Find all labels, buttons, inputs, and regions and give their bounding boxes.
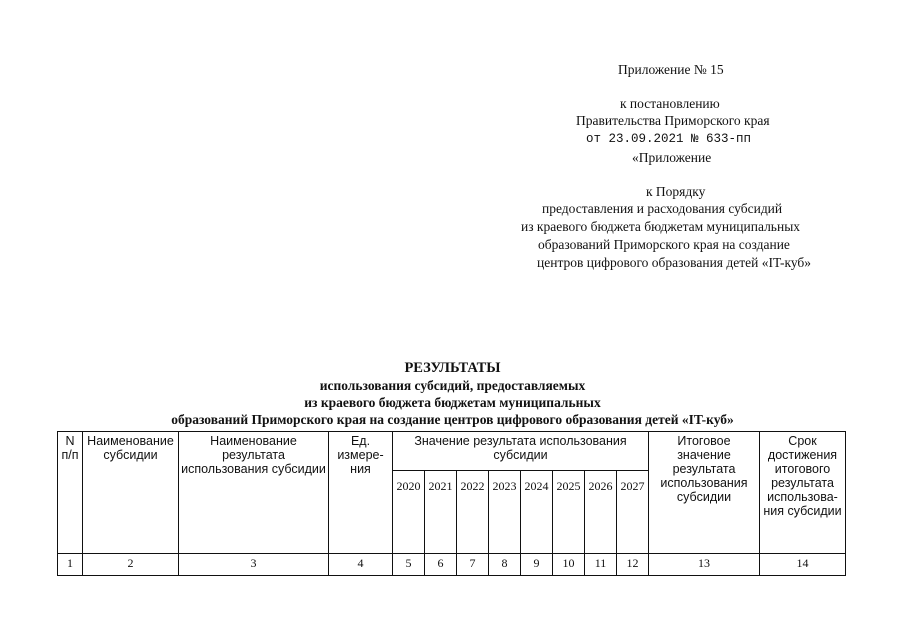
order-line-1: предоставления и расходования субсидий — [542, 201, 783, 216]
column-number: 3 — [179, 554, 329, 576]
year-cell: 2022 — [457, 471, 489, 554]
column-number: 8 — [489, 554, 521, 576]
document-title: РЕЗУЛЬТАТЫ — [404, 360, 501, 376]
header-number: N п/п — [58, 432, 83, 554]
year-cell: 2020 — [393, 471, 425, 554]
to-resolution: к постановлению — [620, 96, 720, 111]
to-order: к Порядку — [646, 184, 706, 199]
header-final-value: Итоговое значение результата использования субсидии — [649, 432, 760, 554]
appendix-number: Приложение № 15 — [618, 62, 724, 77]
header-unit: Ед. измере-ния — [329, 432, 393, 554]
year-cell: 2026 — [585, 471, 617, 554]
column-numbers-row — [58, 554, 846, 576]
year-cell: 2027 — [617, 471, 649, 554]
header-value-group: Значение результата использования субсидии — [393, 432, 649, 471]
government-name: Правительства Приморского края — [576, 113, 770, 128]
column-number: 2 — [83, 554, 179, 576]
title-line-2: из краевого бюджета бюджетам муниципальных — [304, 395, 601, 410]
year-cell: 2021 — [425, 471, 457, 554]
column-number: 5 — [393, 554, 425, 576]
column-number: 10 — [553, 554, 585, 576]
resolution-date-number: от 23.09.2021 № 633-пп — [586, 132, 752, 146]
order-line-3: образований Приморского края на создание — [538, 237, 790, 252]
header-subsidy-name: Наименование субсидии — [83, 432, 179, 554]
order-line-4: центров цифрового образования детей «IT-куб» — [537, 255, 812, 270]
header-result-name: Наименование результата использования субсидии — [179, 432, 329, 554]
column-number: 13 — [649, 554, 760, 576]
column-number: 7 — [457, 554, 489, 576]
header-deadline: Срок достижения итогового результата использова-ния субсидии — [760, 432, 846, 554]
column-number: 9 — [521, 554, 553, 576]
column-number: 14 — [760, 554, 846, 576]
column-number: 11 — [585, 554, 617, 576]
column-number: 1 — [58, 554, 83, 576]
title-line-3: образований Приморского края на создание центров цифрового образования детей «IT-куб» — [171, 412, 734, 427]
appendix-quote: «Приложение — [632, 150, 712, 165]
results-table — [57, 431, 846, 576]
column-number: 12 — [617, 554, 649, 576]
year-cell: 2023 — [489, 471, 521, 554]
year-cell: 2024 — [521, 471, 553, 554]
title-line-1: использования субсидий, предоставляемых — [319, 378, 586, 393]
order-line-2: из краевого бюджета бюджетам муниципальных — [521, 219, 801, 234]
year-cell: 2025 — [553, 471, 585, 554]
column-number: 4 — [329, 554, 393, 576]
column-number: 6 — [425, 554, 457, 576]
table-header-row — [58, 432, 846, 471]
